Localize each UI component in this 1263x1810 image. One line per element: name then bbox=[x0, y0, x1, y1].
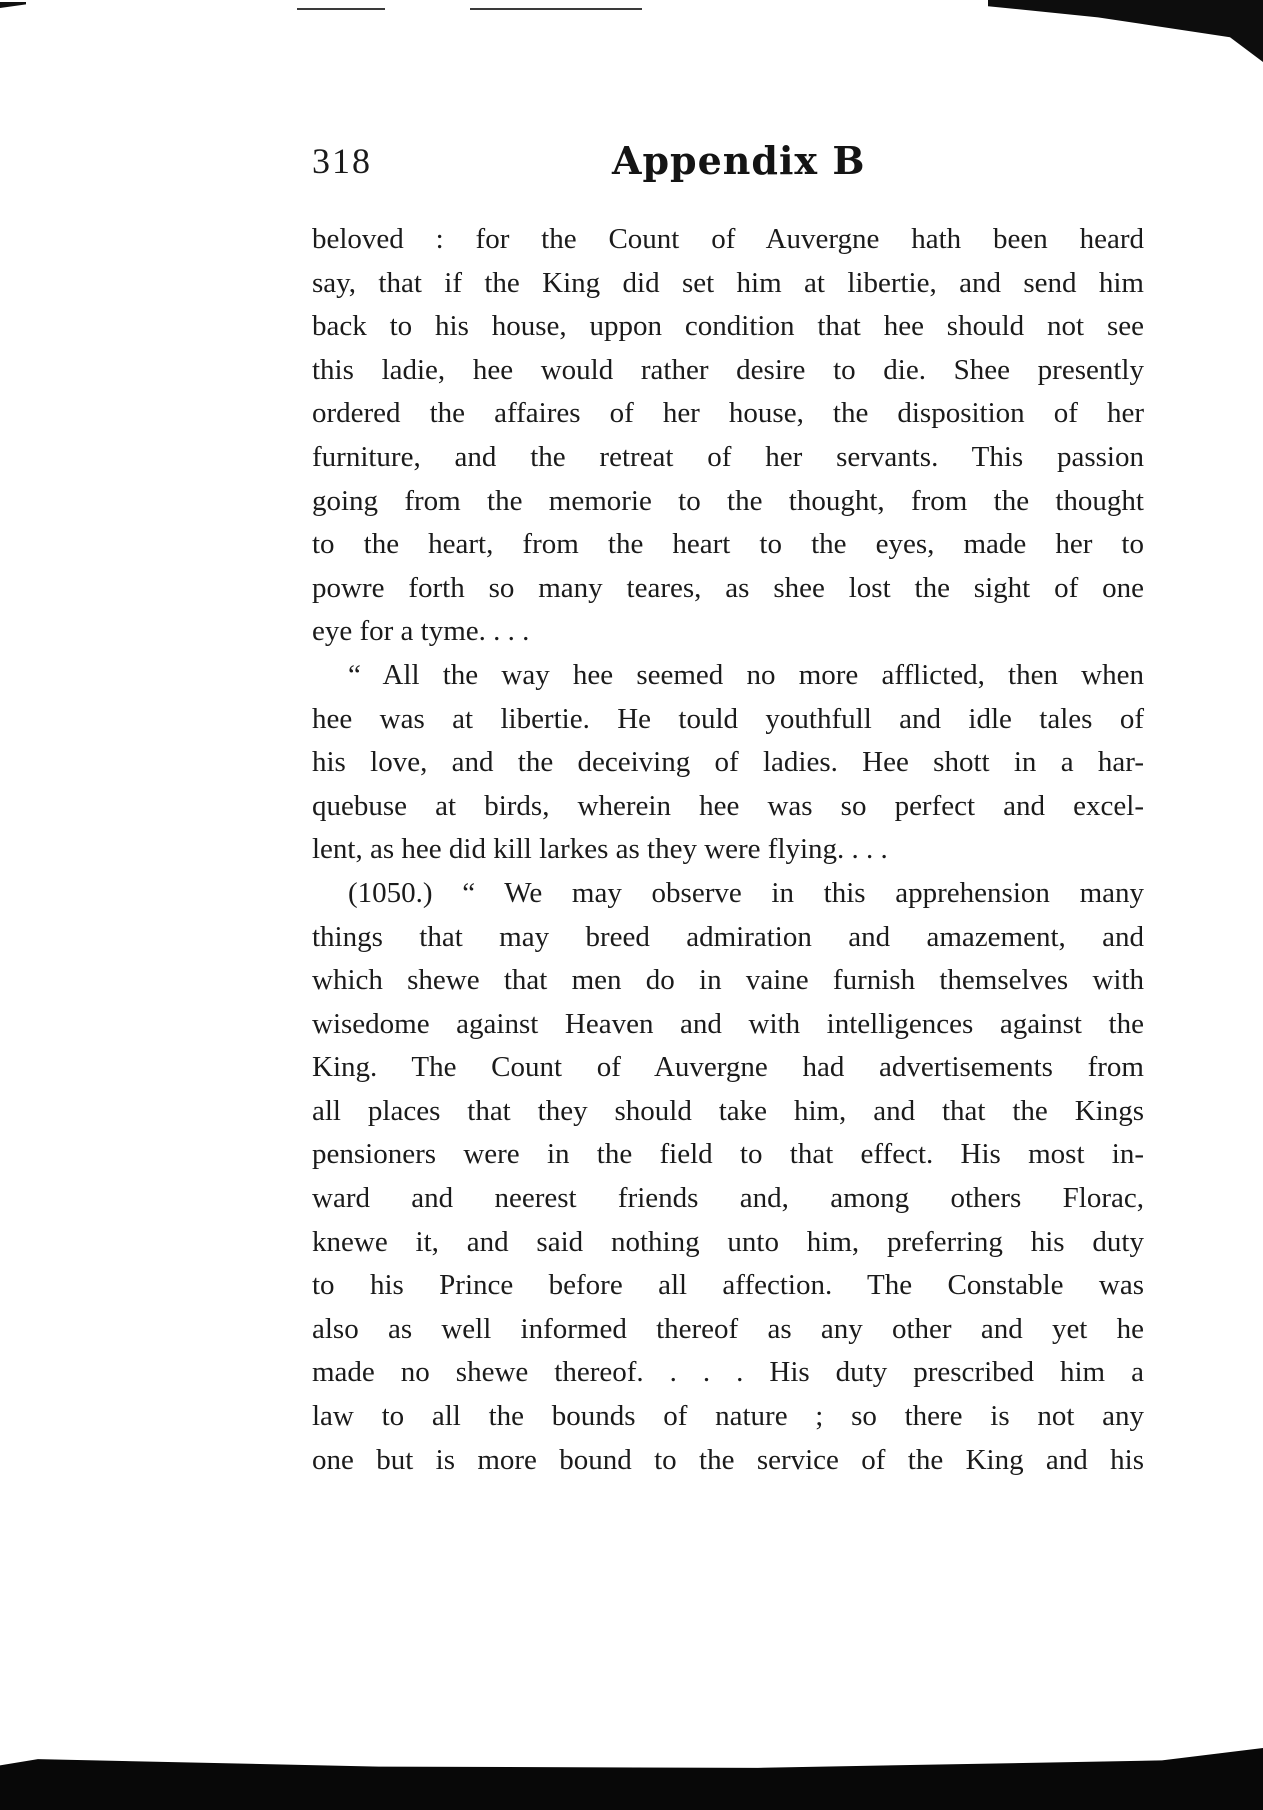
text-line: to his Prince before all affection. The Constable was bbox=[312, 1269, 1144, 1302]
text-line: also as well informed thereof as any other and yet he bbox=[312, 1312, 1144, 1345]
text-line: knewe it, and said nothing unto him, preferring his duty bbox=[312, 1225, 1144, 1258]
text-line: beloved : for the Count of Auvergne hath been heard bbox=[312, 223, 1144, 255]
text-line: to the heart, from the heart to the eyes, made her to bbox=[312, 528, 1144, 561]
text-line: going from the memorie to the thought, from the thought bbox=[312, 484, 1144, 517]
text-line: ward and neerest friends and, among others Florac, bbox=[312, 1182, 1144, 1215]
scan-rule-left bbox=[297, 8, 385, 10]
text-line: wisedome against Heaven and with intelligences against the bbox=[312, 1007, 1144, 1040]
body-text bbox=[312, 218, 1144, 1482]
text-line: say, that if the King did set him at libertie, and send him bbox=[312, 266, 1144, 299]
text-line: law to all the bounds of nature ; so there is not any bbox=[312, 1400, 1144, 1433]
text-line: (1050.) “ We may observe in this apprehension many bbox=[348, 876, 1144, 909]
scan-bottom-shadow bbox=[0, 1748, 1263, 1810]
text-line: eye for a tyme. . . . bbox=[312, 615, 530, 648]
page-number: 318 bbox=[312, 141, 372, 181]
text-line: this ladie, hee would rather desire to die. Shee presently bbox=[312, 353, 1144, 386]
text-line: made no shewe thereof. . . . His duty prescribed him a bbox=[312, 1356, 1144, 1389]
scan-rule-center bbox=[470, 8, 642, 10]
text-line: King. The Count of Auvergne had advertisements from bbox=[312, 1051, 1144, 1084]
text-line: hee was at libertie. He tould youthfull and idle tales of bbox=[312, 702, 1144, 735]
text-line: furniture, and the retreat of her servants. This passion bbox=[312, 440, 1144, 473]
page-header bbox=[312, 138, 1152, 198]
text-line: lent, as hee did kill larkes as they were flying. . . . bbox=[312, 833, 888, 866]
text-line: pensioners were in the field to that effect. His most in- bbox=[312, 1138, 1144, 1171]
scan-corner-shadow bbox=[988, 0, 1263, 62]
text-line: which shewe that men do in vaine furnish themselves with bbox=[312, 964, 1144, 997]
scan-edge-mark bbox=[0, 2, 26, 8]
text-line: one but is more bound to the service of the King and his bbox=[312, 1443, 1144, 1476]
running-head: Appendix B bbox=[612, 138, 866, 183]
text-line: his love, and the deceiving of ladies. Hee shott in a har- bbox=[312, 746, 1144, 779]
text-line: things that may breed admiration and amazement, and bbox=[312, 920, 1144, 953]
text-line: quebuse at birds, wherein hee was so perfect and excel- bbox=[312, 789, 1144, 822]
text-line: “ All the way hee seemed no more afflicted, then when bbox=[348, 658, 1144, 691]
text-line: ordered the affaires of her house, the disposition of her bbox=[312, 397, 1144, 430]
text-line: all places that they should take him, and that the Kings bbox=[312, 1094, 1144, 1127]
text-line: powre forth so many teares, as shee lost the sight of one bbox=[312, 571, 1144, 604]
text-line: back to his house, uppon condition that hee should not see bbox=[312, 310, 1144, 343]
